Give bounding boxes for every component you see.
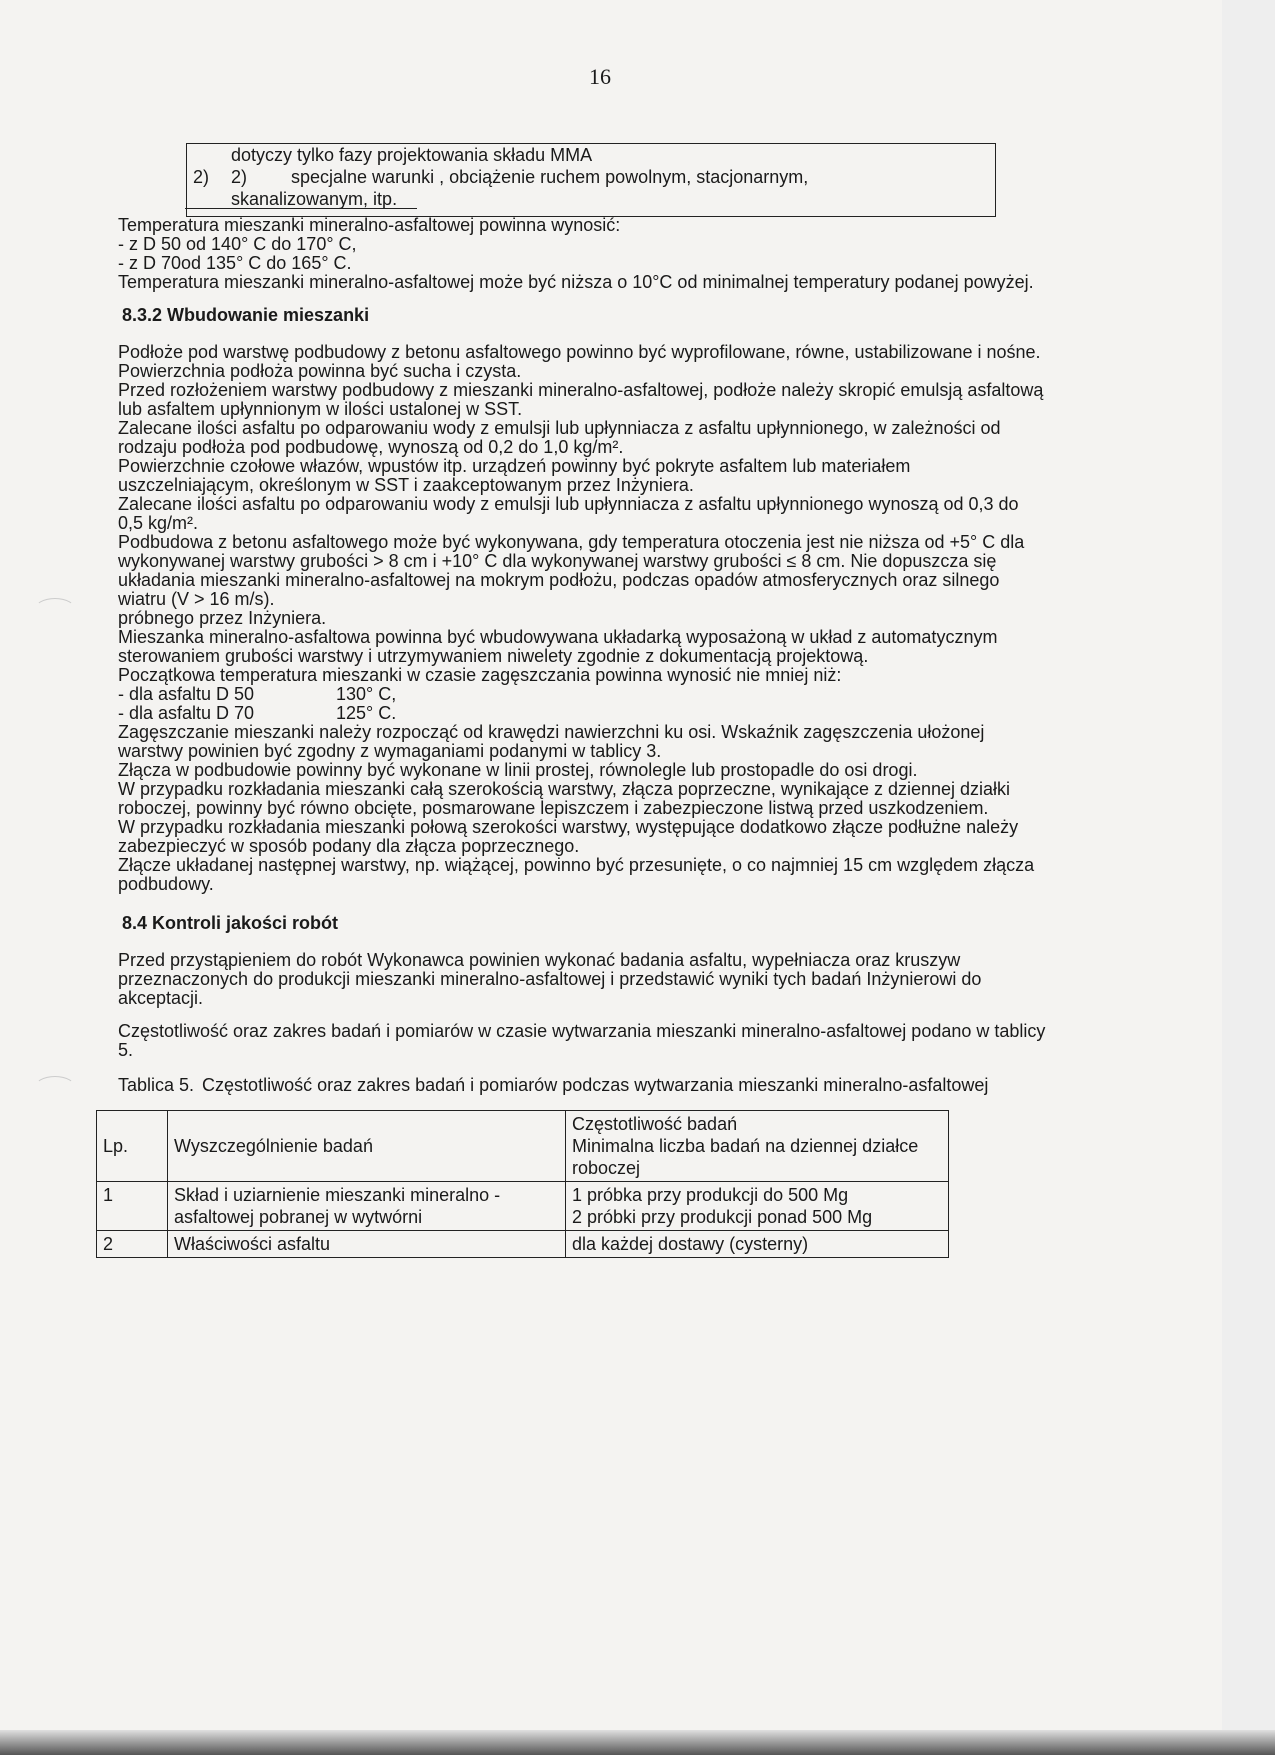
temp-item-d50: - z D 50 od 140° C do 170° C, (118, 234, 357, 254)
compaction-temp-value: 125° C. (336, 703, 397, 723)
section-heading-832: 8.3.2 Wbudowanie mieszanki (122, 305, 370, 325)
table-header-row (97, 1111, 949, 1182)
cell-freq (566, 1231, 949, 1258)
paragraph: Podbudowa z betonu asfaltowego może być wykonywana, gdy temperatura otoczenia jest nie niższa od +5° C dla wykonywanej warstwy grubości > 8 cm i +10° C dla wykonywanej warstwy grubości ≤ 8 cm. Nie dopuszcza się układania mieszanki mineralno-asfaltowej na mokrym podłożu, podczas opadów atmosferycznych oraz silnego wiatru (V > 16 m/s). (118, 532, 1025, 609)
page-number: 16 (589, 64, 611, 89)
header-desc: Wyszczególnienie badań (168, 1111, 566, 1182)
punch-hole-mark (34, 1076, 76, 1100)
footnote-line-2: specjalne warunki , obciążenie ruchem powolnym, stacjonarnym, (291, 167, 809, 187)
header-lp: Lp. (97, 1111, 168, 1182)
paragraph: Częstotliwość oraz zakres badań i pomiarów w czasie wytwarzania mieszanki mineralno-asfaltowej podano w tablicy 5. (118, 1021, 1046, 1060)
paragraph: Zalecane ilości asfaltu po odparowaniu wody z emulsji lub upłynniacza z asfaltu upłynnionego wynoszą od 0,3 do 0,5 kg/m². (118, 494, 1019, 533)
scan-edge (1222, 0, 1275, 1755)
table-caption-text: Częstotliwość oraz zakres badań i pomiarów podczas wytwarzania mieszanki mineralno-asfaltowej (202, 1075, 989, 1095)
cell-lp: 1 (97, 1182, 168, 1231)
footnote-rule (185, 208, 417, 209)
paragraph: Przed przystąpieniem do robót Wykonawca powinien wykonać badania asfaltu, wypełniacza oraz kruszyw przeznaczonych do produkcji mieszanki mineralno-asfaltowej i przedstawić wyniki tych badań Inżynierowi do akceptacji. (118, 950, 982, 1008)
paragraph: Złącze układanej następnej warstwy, np. wiążącej, powinno być przesunięte, o co najmniej 15 cm względem złącza podbudowy. (118, 855, 1035, 894)
punch-hole-mark (34, 598, 76, 622)
paragraph: Zagęszczanie mieszanki należy rozpocząć od krawędzi nawierzchni ku osi. Wskaźnik zagęszczenia ułożonej warstwy powinien być zgodny z wymaganiami podanymi w tablicy 3. (118, 722, 985, 761)
paragraph: Powierzchnie czołowe włazów, wpustów itp. urządzeń powinny być pokryte asfaltem lub materiałem uszczelniającym, określonym w SST i zaakceptowanym przez Inżyniera. (118, 456, 911, 495)
compaction-temp-d70 (118, 704, 1048, 723)
footnote-marker-outer: 2) (193, 167, 210, 187)
header-freq-title: Częstotliwość badań (572, 1114, 738, 1134)
paragraph: Złącza w podbudowie powinny być wykonane w linii prostej, równolegle lub prostopadle do osi drogi. (118, 760, 918, 780)
header-freq-subtitle: Minimalna liczba badań na dziennej działce roboczej (572, 1136, 919, 1178)
temp-lower-note: Temperatura mieszanki mineralno-asfaltowej może być niższa o 10°C od minimalnej temperatury podanej powyżej. (118, 272, 1034, 292)
table-row (97, 1231, 949, 1258)
paragraph: Przed rozłożeniem warstwy podbudowy z mieszanki mineralno-asfaltowej, podłoże należy skropić emulsją asfaltową lub asfaltem upłynnionym w ilości ustalonej w SST. (118, 380, 1044, 419)
paragraph: Powierzchnia podłoża powinna być sucha i czysta. (118, 361, 522, 381)
cell-freq-line: 2 próbki przy produkcji ponad 500 Mg (572, 1207, 873, 1227)
paragraph: Podłoże pod warstwę podbudowy z betonu asfaltowego powinno być wyprofilowane, równe, ustabilizowane i nośne. (118, 342, 1041, 362)
table-caption-label: Tablica 5. (118, 1075, 195, 1095)
paragraph: próbnego przez Inżyniera. (118, 608, 327, 628)
paragraph: Zalecane ilości asfaltu po odparowaniu wody z emulsji lub upłynniacza z asfaltu upłynnionego, w zależności od rodzaju podłoża pod podbudowę, wynoszą od 0,2 do 1,0 kg/m². (118, 418, 1001, 457)
table-row (97, 1182, 949, 1231)
header-freq (566, 1111, 949, 1182)
section-heading-84: 8.4 Kontroli jakości robót (122, 913, 339, 933)
table-5 (96, 1110, 1048, 1258)
temp-heading: Temperatura mieszanki mineralno-asfaltowej powinna wynosić: (118, 215, 621, 235)
paragraph: Początkowa temperatura mieszanki w czasie zagęszczania powinna wynosić nie mniej niż: (118, 665, 842, 685)
cell-lp: 2 (97, 1231, 168, 1258)
footnote-line-3: skanalizowanym, itp. (231, 189, 398, 209)
cell-freq-line: dla każdej dostawy (cysterny) (572, 1234, 809, 1254)
cell-freq (566, 1182, 949, 1231)
compaction-temp-value: 130° C, (336, 684, 397, 704)
cell-desc: Skład i uziarnienie mieszanki mineralno - asfaltowej pobranej w wytwórni (168, 1182, 566, 1231)
temp-list (118, 235, 1048, 273)
paragraph: W przypadku rozkładania mieszanki całą szerokością warstwy, złącza poprzeczne, wynikające z dziennej działki roboczej, powinny być równo obcięte, posmarowane lepiszczem i zabezpieczone listwą przed uszkodzeniem. (118, 779, 1011, 818)
table-5-grid (96, 1110, 949, 1258)
table-caption (118, 1074, 1048, 1096)
footnote-box (186, 143, 996, 217)
cell-freq-line: 1 próbka przy produkcji do 500 Mg (572, 1185, 849, 1205)
paragraph: Mieszanka mineralno-asfaltowa powinna być wbudowywana układarką wyposażoną w układ z automatycznym sterowaniem grubości warstwy i utrzymywaniem niwelety zgodnie z dokumentacją projektową. (118, 627, 998, 666)
compaction-temp-label: - dla asfaltu D 50 (118, 684, 255, 704)
compaction-temp-label: - dla asfaltu D 70 (118, 703, 255, 723)
scan-bottom-shadow (0, 1730, 1275, 1755)
footnote-marker-inner: 2) (231, 167, 248, 187)
footnote-line-1: dotyczy tylko fazy projektowania składu MMA (231, 145, 593, 165)
cell-desc: Właściwości asfaltu (168, 1231, 566, 1258)
main-content (103, 215, 1048, 1258)
compaction-temp-d50 (118, 685, 1048, 704)
paragraph: W przypadku rozkładania mieszanki połową szerokości warstwy, występujące dodatkowo złącze podłużne należy zabezpieczyć w sposób podany dla złącza poprzecznego. (118, 817, 1019, 856)
temp-item-d70: - z D 70od 135° C do 165° C. (118, 253, 352, 273)
